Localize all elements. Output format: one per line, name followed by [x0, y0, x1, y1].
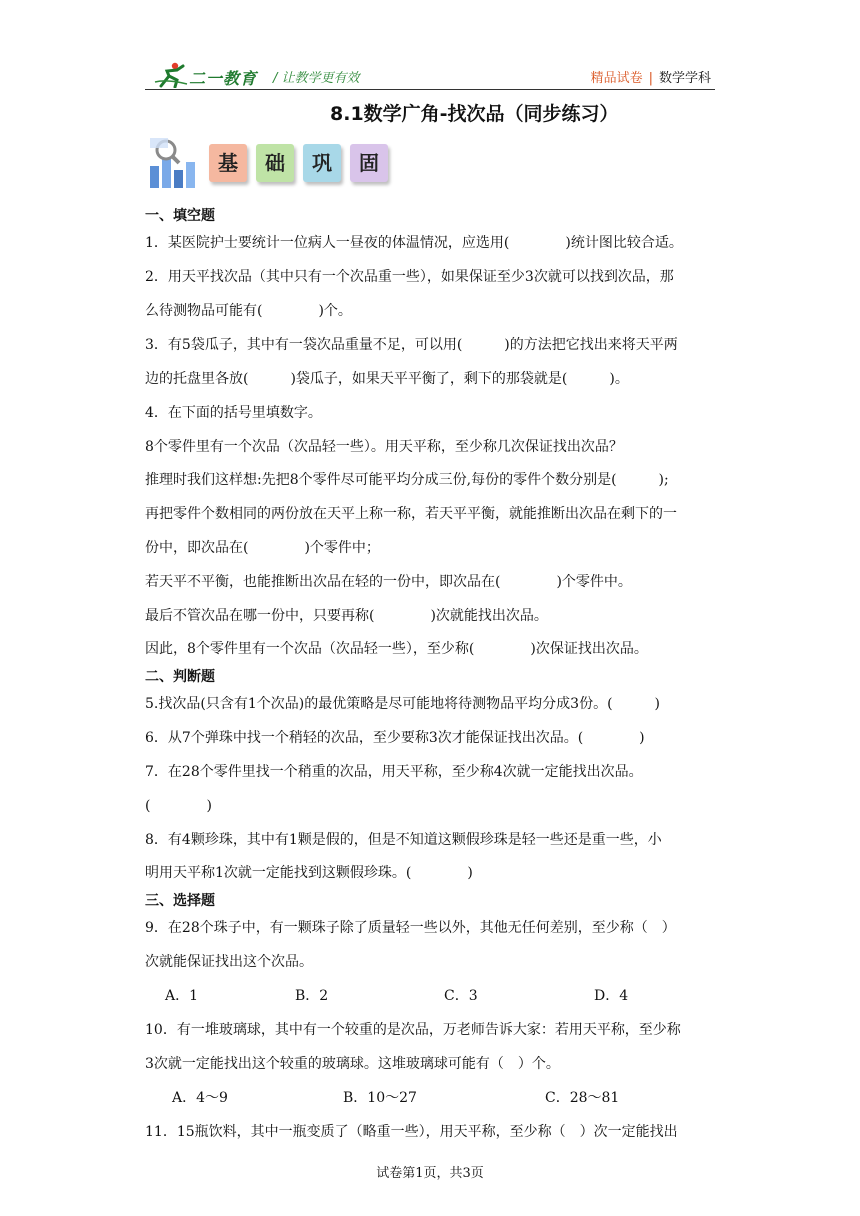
- question-line: 11．15瓶饮料，其中一瓶变质了（略重一些），用天平称，至少称（ ）次一定能找出: [145, 1124, 678, 1140]
- question-line: 6．从7个弹珠中找一个稍轻的次品，至少要称3次才能保证找出次品。( ): [145, 730, 645, 746]
- banner-char-1: 基: [209, 144, 247, 182]
- question-line: 明用天平称1次就一定能找到这颗假珍珠。( ): [145, 865, 473, 881]
- answer-option: B．10～27: [343, 1090, 417, 1106]
- question-line: ( ): [145, 798, 212, 814]
- question-line: 因此，8个零件里有一个次品（次品轻一些），至少称( )次保证找出次品。: [145, 641, 648, 657]
- answer-option: A．1: [165, 988, 199, 1004]
- header-slogan: / 让教学更有效: [273, 71, 360, 86]
- chart-magnifier-icon: [146, 136, 206, 192]
- banner-char-3: 巩: [303, 144, 341, 182]
- answer-option: A．4～9: [172, 1090, 228, 1106]
- question-line: 4．在下面的括号里填数字。: [145, 405, 322, 421]
- page-header: [145, 60, 715, 90]
- section-heading: 三、选择题: [145, 893, 215, 909]
- answer-option: C．3: [444, 988, 478, 1004]
- section-heading: 二、判断题: [145, 669, 215, 685]
- logo: [153, 62, 283, 88]
- page-title: 8.1数学广角-找次品（同步练习）: [330, 103, 619, 125]
- header-label-quality: 精品试卷: [590, 71, 643, 86]
- question-line: 最后不管次品在哪一份中，只要再称( )次就能找出次品。: [145, 608, 548, 624]
- question-line: 再把零件个数相同的两份放在天平上称一称，若天平平衡，就能推断出次品在剩下的一: [145, 506, 677, 522]
- answer-option: C．28～81: [545, 1090, 620, 1106]
- page-footer: 试卷第1页，共3页: [376, 1166, 484, 1181]
- question-line: 8个零件里有一个次品（次品轻一些）。用天平称，至少称几次保证找出次品？: [145, 439, 623, 455]
- question-line: 次就能保证找出这个次品。: [145, 954, 313, 970]
- question-line: 1．某医院护士要统计一位病人一昼夜的体温情况，应选用( )统计图比较合适。: [145, 235, 683, 251]
- runner-logo-icon: [153, 62, 189, 88]
- section-heading: 一、填空题: [145, 208, 215, 224]
- question-line: 9．在28个珠子中，有一颗珠子除了质量轻一些以外，其他无任何差别，至少称（ ）: [145, 920, 676, 936]
- header-label-subject: 数学学科: [658, 71, 711, 86]
- answer-option: D．4: [594, 988, 629, 1004]
- section-banner: [146, 136, 406, 192]
- question-line: 么待测物品可能有( )个。: [145, 303, 352, 319]
- question-line: 推理时我们这样想:先把8个零件尽可能平均分成三份,每份的零件个数分别是( );: [145, 472, 669, 488]
- question-line: 份中，即次品在( )个零件中；: [145, 540, 380, 556]
- question-line: 3．有5袋瓜子，其中有一袋次品重量不足，可以用( )的方法把它找出来将天平两: [145, 337, 678, 353]
- logo-text: 二一教育: [189, 69, 258, 88]
- question-line: 5.找次品(只含有1个次品)的最优策略是尽可能地将待测物品平均分成3份。( ): [145, 696, 661, 712]
- question-line: 10．有一堆玻璃球，其中有一个较重的是次品，万老师告诉大家：若用天平称，至少称: [145, 1022, 681, 1038]
- header-rule: [145, 89, 715, 90]
- question-line: 若天平不平衡，也能推断出次品在轻的一份中，即次品在( )个零件中。: [145, 574, 632, 590]
- answer-option: B．2: [295, 988, 329, 1004]
- banner-char-4: 固: [350, 144, 388, 182]
- banner-char-2: 础: [256, 144, 294, 182]
- header-separator: |: [648, 71, 653, 86]
- header-right: [591, 67, 711, 86]
- question-line: 7．在28个零件里找一个稍重的次品，用天平称，至少称4次就一定能找出次品。: [145, 764, 643, 780]
- question-line: 2．用天平找次品（其中只有一个次品重一些），如果保证至少3次就可以找到次品，那: [145, 269, 674, 285]
- question-line: 3次就一定能找出这个较重的玻璃球。这堆玻璃球可能有（ ）个。: [145, 1056, 560, 1072]
- question-line: 8．有4颗珍珠，其中有1颗是假的，但是不知道这颗假珍珠是轻一些还是重一些，小: [145, 832, 662, 848]
- question-line: 边的托盘里各放( )袋瓜子，如果天平平衡了，剩下的那袋就是( )。: [145, 371, 629, 387]
